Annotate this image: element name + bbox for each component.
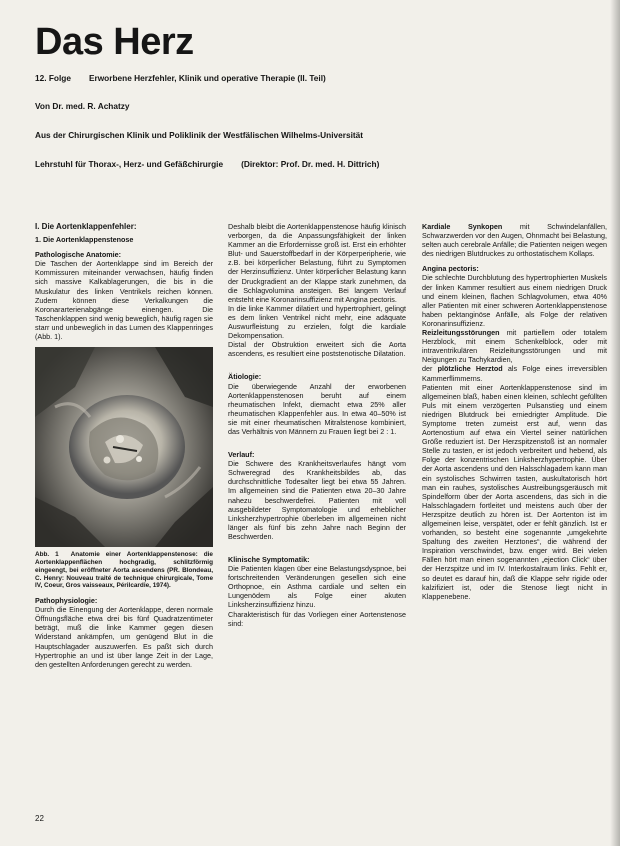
institution-line: Aus der Chirurgischen Klinik und Poliklinik der Westfälischen Wilhelms-Universität [35, 130, 364, 140]
aortic-valve-photo-image [35, 347, 213, 547]
text-conduction: mit partiellem oder totalem Herzblock, mit einem Schenkelblock, oder mit intraventrikulären Reizleitungsstörungen und mit Neigungen zu Tachykardien, [422, 328, 608, 365]
term-syncope: Kardiale Synkopen [422, 222, 503, 231]
paragraph-etiology: Die überwiegende Anzahl der erworbenen Aortenklappenstenosen beruht auf einem rheumatischen Infekt, diemacht etwa 25% aller rheumatischen Klappenfehler aus. In etwa 40–50% ist sie mit einer rheumatischen Mitralstenose kombiniert, das Verhältnis von Männern zu Frauen liegt bei 2 : 1. [228, 381, 406, 436]
heading-pathophysiology: Pathophysiologie: [35, 596, 98, 606]
caption-label: Abb. 1 [35, 551, 59, 559]
director-name: (Direktor: Prof. Dr. med. H. Dittrich) [241, 159, 380, 169]
chair-name: Lehrstuhl für Thorax-, Herz- und Gefäßchirurgie [35, 159, 224, 169]
paragraph-conduction [422, 328, 607, 364]
paragraph-angina: Die schlechte Durchblutung des hypertrophierten Muskels der linken Kammer resultiert aus einem niedrigen Druck und einem kleinen, flachen Schlagvolumen, etwa 40% aller Patienten mit einer schweren Aortenklappenstenose haben pektanginöse Anfälle, als Folge der relativen Koronarinsuffizienz. [422, 273, 607, 328]
text-column-2 [228, 222, 406, 628]
paragraph-col2-3: Distal der Obstruktion erweitert sich die Aorta ascendens, es resultiert eine poststenotische Dilatation. [228, 340, 406, 359]
heading-clinical: Klinische Symptomatik: [228, 555, 310, 564]
heading-etiology: Ätiologie: [228, 372, 262, 382]
text-syncope: mit Schwindelanfällen, Schwarzwerden vor den Augen, Ohnmacht bei Belastung, selten auch cerebrale Anfälle; die Patienten neigen wegen des niedrigen Blutdruckes zu orthostatischem Kollaps. [422, 222, 608, 259]
page-number: 22 [35, 814, 44, 823]
author-line: Von Dr. med. R. Achatzy [35, 101, 130, 111]
paragraph-syncope [422, 222, 607, 258]
paragraph-course: Die Schwere des Krankheitsverlaufes hängt vom Schweregrad des Krankheitsbildes ab, das durchschnittliche Todesalter liegt bei etwa 55 Jahren. Im allgemeinen sind die Patienten etwa 20–30 Jahre nahezu beschwerdefrei. Patienten mit voll ausgebildeter Symptomatologie und erheblicher Linksherzhypertrophie überleben im allgemeinen nicht länger als fünf bis zehn Jahre nach Beginn der Beschwerden. [228, 459, 406, 541]
series-label: 12. Folge [35, 73, 71, 83]
page-edge-shadow [610, 0, 620, 846]
text-death-pre: der [422, 364, 433, 374]
caption-text: Anatomie einer Aortenklappenstenose: die Aortenklappenflächen hochgradig, schlitzförmig eingeengt, bei eröffneter Aorta ascendens (PR. Blondeau, C. Henry: Nouveau traité de technique chirurgicale, Tome IV, Coeur, Gros vaisseaux, Périlcardie, 1974). [35, 551, 213, 590]
paragraph-findings: Patienten mit einer Aortenklappenstenose sind im allgemeinen blaß, haben einen kleinen, schlecht gefüllten Puls mit einem verzögerten Pulsanstieg und einem niedrigen Blutdruck bei erniedrigter Amplitude. Die Symptome treten zumeist erst auf, wenn das Aortenostium auf etwa ein Viertel seiner natürlichen Größe reduziert ist. Der Herzspitzenstoß ist an normaler Stelle zu tasten, er ist jedoch verbreitert und hebend, als Folge der konzentrischen Linksherzhypertrophie. Über der Aorta ascendens und den Halsschlagadern kann man ein systolisches Schwirren tasten, auskultatorisch hört man ein rauhes, systolisches Austreibungsgeräusch mit Spindelform über der Aorta ascendens, das sich in die Halsschlagadern fortleitet und meistens auch über der Herzspitze deutlich zu hören ist. Der Aortenton ist im allgemeinen leise, verspätet, oder er fehlt gänzlich. Ist er vorhanden, so besteht eine sogenannte „umgekehrte Spaltung des zweiten Herztones“, die während der Inspiration verschwindet, bzw. enger wird. Bei vielen Fällen hört man einen sogenannten „ejection Click“ über der Herzspitze und im IV. Interkostalraum links. Fehlt er, so deutet es darauf hin, daß die Klappe sehr rigide oder kalzifiziert ist, oder die Stenose liegt nicht in Klappenebene. [422, 382, 607, 601]
series-topic: Erworbene Herzfehler, Klinik und operative Therapie (II. Teil) [88, 73, 326, 83]
heading-angina: Angina pectoris: [422, 264, 479, 274]
subsection-heading: 1. Die Aortenklappenstenose [35, 235, 134, 245]
heading-anatomy: Pathologische Anatomie: [35, 250, 121, 260]
paragraph-col2-1: Deshalb bleibt die Aortenklappenstenose häufig klinisch verborgen, da die Anpassungsfähigkeit der linken Kammer an die Erfordernisse groß ist. Erst ein erhöhter Blut- und Sauerstoffbedarf in der Körperperipherie, wie z.B. bei körperlicher Belastung, führt zu Symptomen der Herzinsuffizienz. Unter körperlicher Belastung kann der Druckgradient an der Klappe stark zunehmen, da die Schlagvolumina ansteigen. Bei langem Verlauf entsteht eine Koronarinsuffizienz mit Angina pectoris. [228, 222, 406, 304]
paragraph-clinical: Die Patienten klagen über eine Belastungsdyspnoe, bei fortschreitenden Veränderungen gesellen sich eine Orthopnoe, ein Asthma cardiale und selten ein Lungenödem als Folge einer akuten Linksherzinsuffizienz hinzu. [228, 564, 406, 610]
figure-caption [35, 551, 213, 590]
text-column-3 [422, 222, 607, 601]
paragraph-sudden-death [422, 364, 607, 382]
article-title: Das Herz [35, 21, 194, 63]
term-sudden-death: plötzliche Herztod [437, 364, 503, 374]
paragraph-col2-2: In die linke Kammer dilatiert und hypertrophiert, gelingt es dem linken Ventrikel nicht mehr, eine adäquate Auswurfleistung zu erzielen, folgt die kardiale Dekompensation. [228, 303, 406, 341]
paragraph-clinical-2: Charakteristisch für das Vorliegen einer Aortenstenose sind: [228, 609, 406, 628]
paragraph-anatomy: Die Taschen der Aortenklappe sind im Bereich der Kommissuren miteinander verwachsen, häufig finden sich massive Kalkablagerungen, die bis in die Muskulatur des linken Ventrikels reichen können. Zudem können diese Verkalkungen die Koronararterienabgänge einengen. Die Taschenklappen sind wenig beweglich, häufig ragen sie starr und unbeweglich in das Lumen des Klappenringes (Abb. 1). [35, 259, 213, 342]
text-death: als Folge eines irreversiblen Kammerflimmerns. [422, 364, 607, 383]
chair-line [35, 159, 379, 169]
paragraph-pathophysiology: Durch die Einengung der Aortenklappe, deren normale Öffnungsfläche etwa drei bis fünf Quadratzentimeter beträgt, muß die linke Kammer gegen diesen Widerstand ankämpfen, um genügend Blut in die Hauptschlagader auszuwerfen. Es paßt sich durch Hypertrophie an und ist über lange Zeit in der Lage, den gestellten Anforderungen gerecht zu werden. [35, 605, 213, 669]
term-conduction: Reizleitungsstörungen [422, 328, 500, 338]
figure-aortic-valve-photo [35, 347, 213, 547]
text-column-1 [35, 222, 213, 669]
section-heading: I. Die Aortenklappenfehler: [35, 222, 137, 231]
series-line [35, 73, 326, 83]
heading-course: Verlauf: [228, 450, 255, 460]
